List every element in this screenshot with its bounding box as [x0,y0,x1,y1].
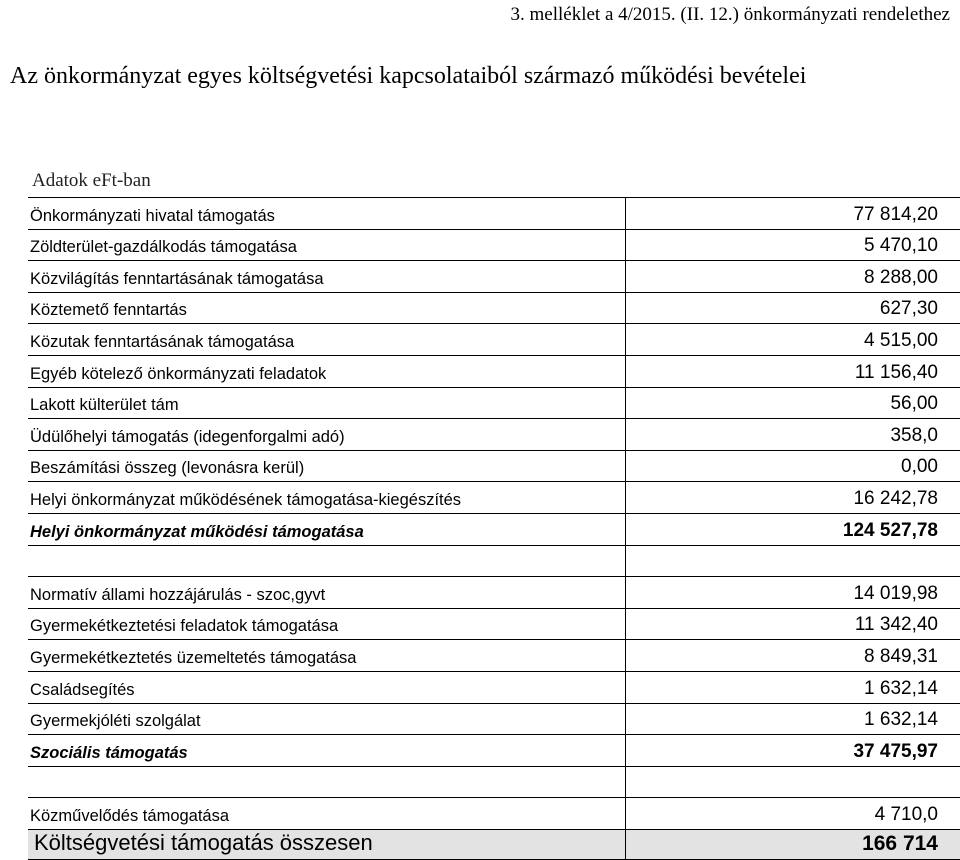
row-value: 77 814,20 [853,203,938,225]
row-value: 11 342,40 [854,614,938,636]
grand-total-row [28,829,960,860]
row-value: 358,0 [890,424,938,446]
table-row [28,323,960,355]
table-row [28,197,960,229]
subtotal-row [28,513,960,545]
unit-label: Adatok eFt-ban [32,170,151,191]
page-title: Az önkormányzat egyes költségvetési kapcsolataiból származó működési bevételei [10,63,807,89]
row-label: Közvilágítás fenntartásának támogatása [30,269,324,288]
empty-row [28,545,960,577]
row-value: 8 849,31 [864,645,938,667]
subtotal-value: 124 527,78 [842,519,938,541]
table-row [28,703,960,735]
subtotal-row [28,734,960,766]
row-label: Egyéb kötelező önkormányzati feladatok [30,364,327,383]
table-row [28,355,960,387]
row-label: Helyi önkormányzat működésének támogatása-kiegészítés [30,490,462,509]
table-row [28,450,960,482]
table-row [28,260,960,292]
row-label: Gyermekétkeztetési feladatok támogatása [30,617,339,636]
table-row [28,292,960,324]
row-value: 11 156,40 [854,361,938,383]
row-label: Közutak fenntartásának támogatása [30,332,295,351]
grand-total-value: 166 714 [862,832,938,856]
row-value: 16 242,78 [853,487,938,509]
table-row [28,418,960,450]
table-row [28,576,960,608]
table-row [28,671,960,703]
subtotal-label: Helyi önkormányzat működési támogatása [30,522,364,541]
row-label: Gyermekjóléti szolgálat [30,712,201,731]
row-label: Lakott külterület tám [30,396,179,415]
row-label: Közművelődés támogatása [30,806,230,825]
row-value: 627,30 [879,298,938,320]
table-row [28,229,960,261]
table-row [28,481,960,513]
header-note: 3. melléklet a 4/2015. (II. 12.) önkormányzati rendelethez [510,4,950,25]
row-label: Gyermekétkeztetés üzemeltetés támogatása [30,648,357,667]
grand-total-label: Költségvetési támogatás összesen [34,830,373,856]
row-label: Önkormányzati hivatal támogatás [30,206,275,225]
row-label: Üdülőhelyi támogatás (idegenforgalmi adó) [30,427,345,446]
row-value: 8 288,00 [864,266,938,288]
row-label: Családsegítés [30,680,135,699]
row-value: 4 710,0 [874,803,938,825]
table-row [28,639,960,671]
subtotal-label: Szociális támogatás [30,743,188,762]
row-value: 5 470,10 [864,235,938,257]
row-value: 14 019,98 [853,582,938,604]
subtotal-value: 37 475,97 [853,740,938,762]
row-value: 56,00 [890,393,938,415]
row-value: 1 632,14 [864,709,938,731]
row-label: Normatív állami hozzájárulás - szoc,gyvt [30,585,326,604]
row-label: Köztemető fenntartás [30,301,187,320]
empty-row [28,766,960,798]
row-label: Zöldterület-gazdálkodás támogatása [30,238,297,257]
row-label: Beszámítási összeg (levonásra kerül) [30,459,305,478]
row-value: 0,00 [901,456,938,478]
table-row [28,608,960,640]
row-value: 4 515,00 [864,329,938,351]
row-value: 1 632,14 [864,677,938,699]
table-row [28,387,960,419]
table-row [28,797,960,829]
revenue-table [28,197,960,860]
